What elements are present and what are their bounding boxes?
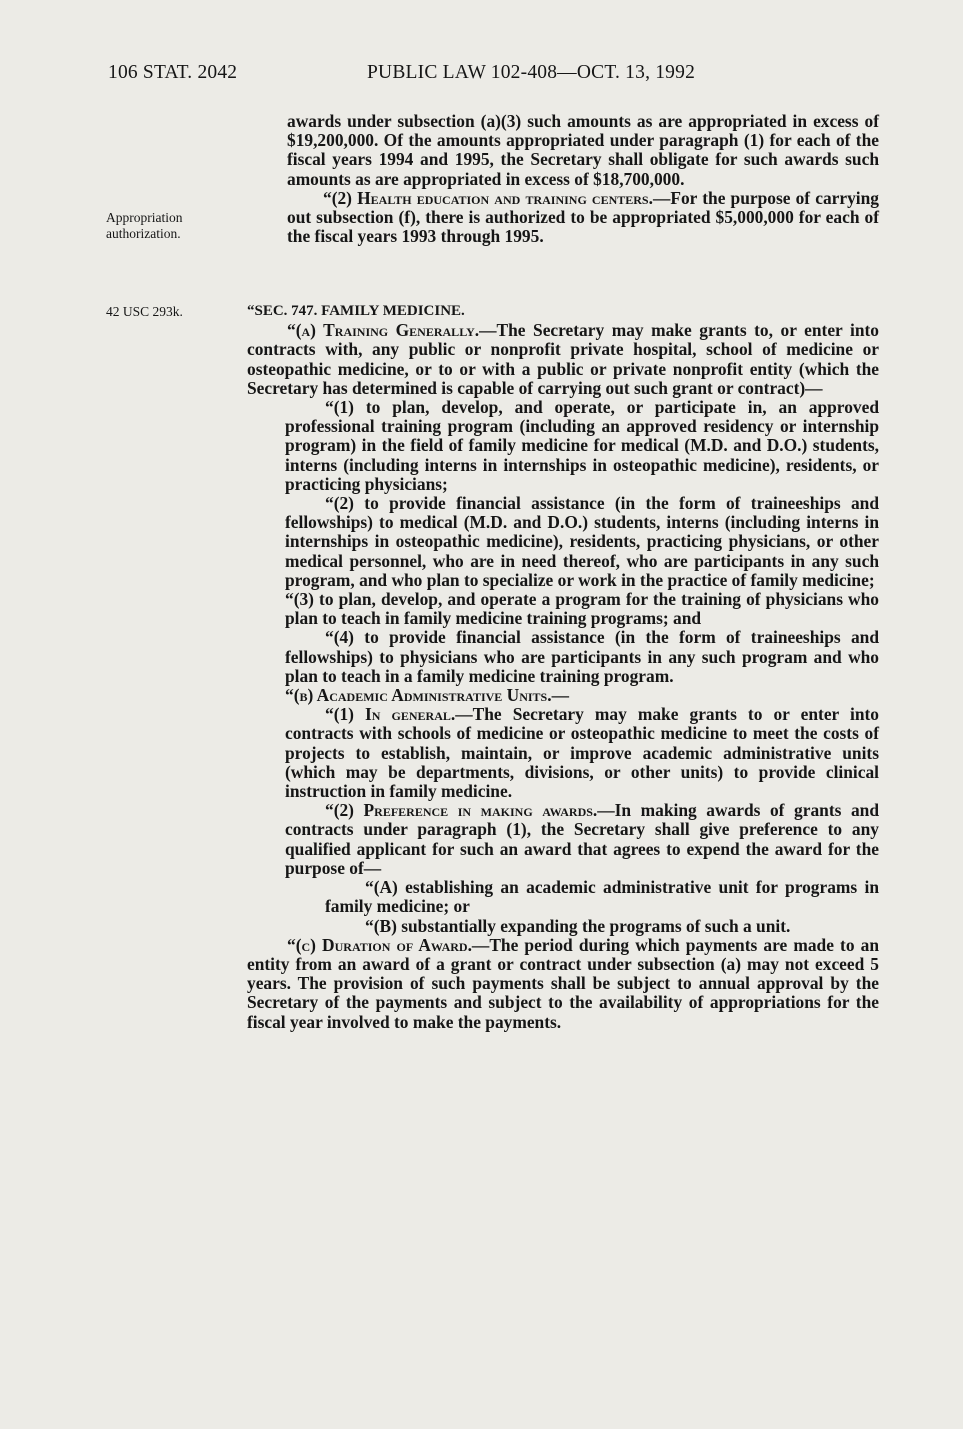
section-heading: “SEC. 747. FAMILY MEDICINE. bbox=[247, 303, 465, 319]
paragraph-a4: “(4) to provide financial assistance (in the form of traineeships and fellowships) to physicians who are participants in any such program and who plan to teach in a family medicine training program. bbox=[285, 627, 879, 686]
page-stat-citation: 106 STAT. 2042 bbox=[108, 62, 238, 83]
text-preference: —In making awards of grants and contracts under paragraph (1), the Secretary shall give preference to any qualified applicant for such an award that agrees to expend the award for the purpose of— bbox=[285, 800, 879, 878]
paragraph-health-education bbox=[287, 189, 879, 247]
heading-preference: “(2) Preference in making awards. bbox=[325, 800, 598, 821]
paragraph-b-heading bbox=[247, 686, 879, 705]
paragraph-a-training bbox=[247, 321, 879, 398]
paragraph-b1 bbox=[247, 705, 879, 801]
body-top bbox=[287, 112, 879, 246]
paragraph-a1: “(1) to plan, develop, and operate, or participate in, an approved professional training program (including an approved residency or internship program) in the field of family medicine for medical (M.D. and D.O.) students, interns (including interns in internships in osteopathic medicine), residents, or practicing physicians; bbox=[285, 397, 879, 494]
margin-note-appropriation: Appropriation authorization. bbox=[106, 210, 183, 241]
page-header-title: PUBLIC LAW 102-408—OCT. 13, 1992 bbox=[367, 62, 696, 83]
margin-note-usc: 42 USC 293k. bbox=[106, 304, 183, 319]
text-health-education: —For the purpose of carrying out subsection (f), there is authorized to be appropriated $5,000,000 for each of the fiscal years 1993 through 1995. bbox=[287, 187, 879, 247]
heading-training-generally: “(a) Training Generally. bbox=[287, 320, 480, 341]
paragraph-bB: “(B) substantially expanding the programs of such a unit. bbox=[365, 915, 791, 936]
heading-in-general: “(1) In general. bbox=[325, 704, 456, 725]
heading-health-education: “(2) Health education and training centers. bbox=[323, 187, 653, 208]
text-training-generally: —The Secretary may make grants to, or enter into contracts with, any public or nonprofit private hospital, school of medicine or osteopathic medicine, or to or with a public or private nonprofit entity (which the Secretary has determined is capable of carrying out such grant or contract)— bbox=[247, 320, 879, 398]
body-main bbox=[247, 302, 879, 1032]
heading-duration: “(c) Duration of Award. bbox=[287, 934, 472, 955]
text-duration: —The period during which payments are made to an entity from an award of a grant or contract under subsection (a) may not exceed 5 years. The provision of such payments shall be subject to annual approval by the Secretary of the payments and subject to the availability of appropriations for the fiscal year involved to make the payments. bbox=[247, 934, 879, 1032]
paragraph-a3: “(3) to plan, develop, and operate a program for the training of physicians who plan to teach in family medicine training programs; and bbox=[285, 589, 879, 629]
heading-academic-units: “(b) Academic Administrative Units.— bbox=[285, 685, 569, 706]
paragraph-bA: “(A) establishing an academic administrative unit for programs in family medicine; or bbox=[325, 877, 879, 917]
paragraph-a2: “(2) to provide financial assistance (in the form of traineeships and fellowships) to medical (M.D. and D.O.) students, interns (including interns in internships in osteopathic medicine), residents, practicing physicians, or other medical personnel, who are in need thereof, who are participants in any such program, and who plan to specialize or work in the practice of family medicine; bbox=[285, 493, 879, 590]
paragraph-b2 bbox=[247, 801, 879, 878]
paragraph-c-duration bbox=[247, 936, 879, 1032]
paragraph-awards-continuation: awards under subsection (a)(3) such amounts as are appropriated in excess of $19,200,000. Of the amounts appropriated under paragraph (1) for each of the fiscal years 1994 and 1995, the Secretary shall obligate for such awards such amounts as are appropriated in excess of $18,700,000. bbox=[287, 111, 879, 189]
text-in-general: —The Secretary may make grants to or enter into contracts with schools of medicine or osteopathic medicine to meet the costs of projects to establish, maintain, or improve academic administrative units (which may be departments, divisions, or other units) to provide clinical instruction in family medicine. bbox=[285, 704, 880, 802]
